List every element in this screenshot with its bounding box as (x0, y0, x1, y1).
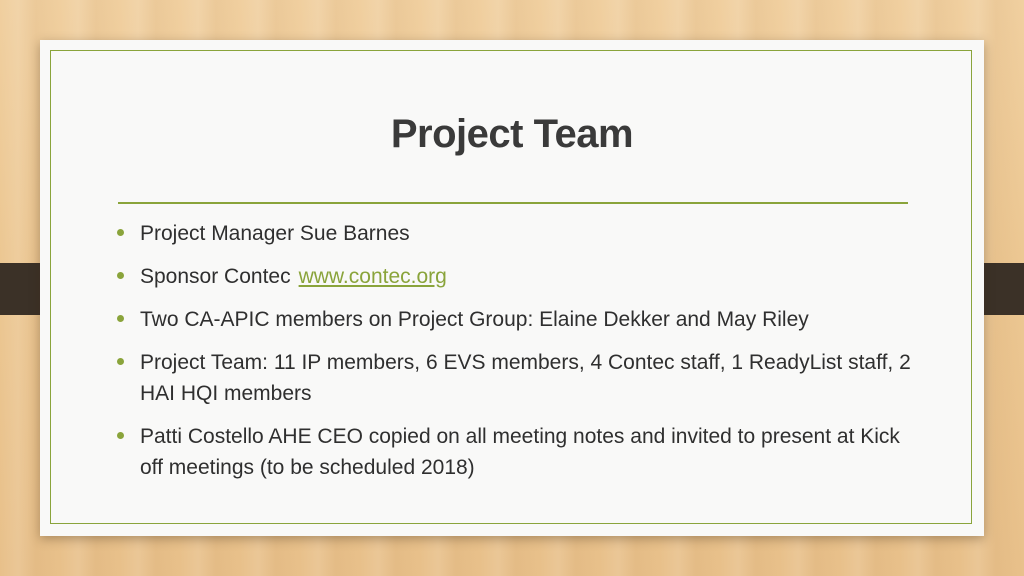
bullet-item-sponsor (114, 261, 914, 292)
bullet-item-patti-costello (114, 421, 914, 483)
bullet-dot-icon (117, 272, 124, 279)
bullet-text: Patti Costello AHE CEO copied on all meeting notes and invited to present at Kick off meetings (to be scheduled 2018) (140, 425, 900, 479)
bullet-text: Project Manager Sue Barnes (140, 222, 410, 245)
bullet-dot-icon (117, 315, 124, 322)
bullet-dot-icon (117, 358, 124, 365)
title-divider (118, 202, 908, 204)
contec-link[interactable]: www.contec.org (298, 265, 447, 288)
bullet-item-project-team (114, 347, 914, 409)
bullet-dot-icon (117, 432, 124, 439)
bullet-item-ca-apic (114, 304, 914, 335)
bullet-item-project-manager (114, 218, 914, 249)
bullet-text: Project Team: 11 IP members, 6 EVS members, 4 Contec staff, 1 ReadyList staff, 2 HAI HQI members (140, 351, 911, 405)
bullet-dot-icon (117, 229, 124, 236)
bullet-list (114, 218, 914, 495)
slide (40, 40, 984, 536)
bullet-text: Two CA-APIC members on Project Group: Elaine Dekker and May Riley (140, 308, 809, 331)
slide-title: Project Team (390, 112, 634, 156)
bullet-text: Sponsor Contec (140, 265, 291, 288)
